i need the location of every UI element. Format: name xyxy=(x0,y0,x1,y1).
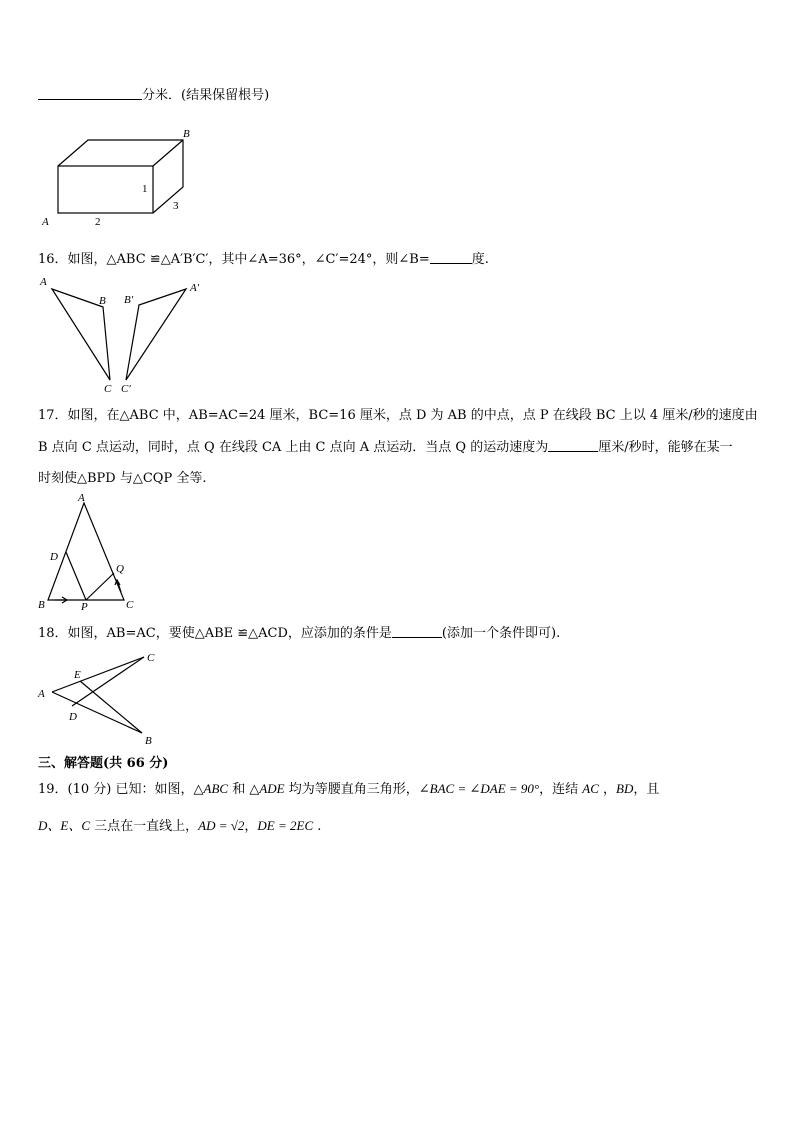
fig17-label-Q: Q xyxy=(116,563,124,575)
q15-tail-text: 分米．(结果保留根号) xyxy=(142,88,270,103)
fig17-label-P: P xyxy=(81,601,88,613)
q17-line1: 17．如图，在△ABC 中，AB=AC=24 厘米，BC=16 厘米，点 D 为 AB 的中点，点 P 在线段 BC 上以 4 厘米/秒的速度由 xyxy=(38,408,758,423)
fig17-label-A: A xyxy=(78,492,85,504)
fig15-label-A: A xyxy=(42,216,49,228)
fig18-label-D: D xyxy=(69,711,77,723)
segment-ac xyxy=(52,657,144,692)
q16-text: 16．如图，△ABC ≌△A′B′C′，其中∠A=36°，∠C′=24°，则∠B= 度. xyxy=(38,252,489,267)
fig18-label-C: C xyxy=(147,652,155,664)
fig17-label-B: B xyxy=(38,599,45,611)
fig16-label-A: A xyxy=(40,276,47,288)
segment-eb xyxy=(80,681,142,733)
fig18-label-B: B xyxy=(145,735,152,747)
q19-line2: D、E、C 三点在一直线上，AD = √2，DE = 2EC . xyxy=(38,818,322,834)
fig17-label-C: C xyxy=(126,599,134,611)
fig18-label-A: A xyxy=(38,688,45,700)
segment-ab xyxy=(52,692,142,733)
fig18-label-E: E xyxy=(74,669,81,681)
q19-line1: 19．(10 分) 已知：如图，△ABC 和 △ADE 均为等腰直角三角形，∠BAC = ∠DAE = 90°，连结 AC ，BD，且 xyxy=(38,781,660,797)
fig16-label-C2: C′ xyxy=(121,383,131,395)
q17-line3: 时刻使△BPD 与△CQP 全等. xyxy=(38,471,207,486)
fig15-label-length: 2 xyxy=(95,216,101,228)
fig16-label-A2: A′ xyxy=(190,282,200,294)
q17-line2: B 点向 C 点运动，同时，点 Q 在线段 CA 上由 C 点向 A 点运动．当点 Q 的运动速度为 厘米/秒时，能够在某一 xyxy=(38,440,733,455)
q18-text: 18．如图，AB=AC，要使△ABE ≌△ACD，应添加的条件是 (添加一个条件即可). xyxy=(38,626,561,641)
fig15-label-B: B xyxy=(183,128,190,140)
section-heading: 三、解答题(共 66 分) xyxy=(38,756,169,771)
fig15-label-height: 1 xyxy=(142,183,148,195)
fig16-label-B2: B′ xyxy=(124,294,134,306)
fig17-label-D: D xyxy=(50,551,58,563)
segment-dc xyxy=(72,657,144,706)
fig16-label-C: C xyxy=(104,383,112,395)
fig15-label-width: 3 xyxy=(173,200,179,212)
fig16-label-B: B xyxy=(99,295,106,307)
